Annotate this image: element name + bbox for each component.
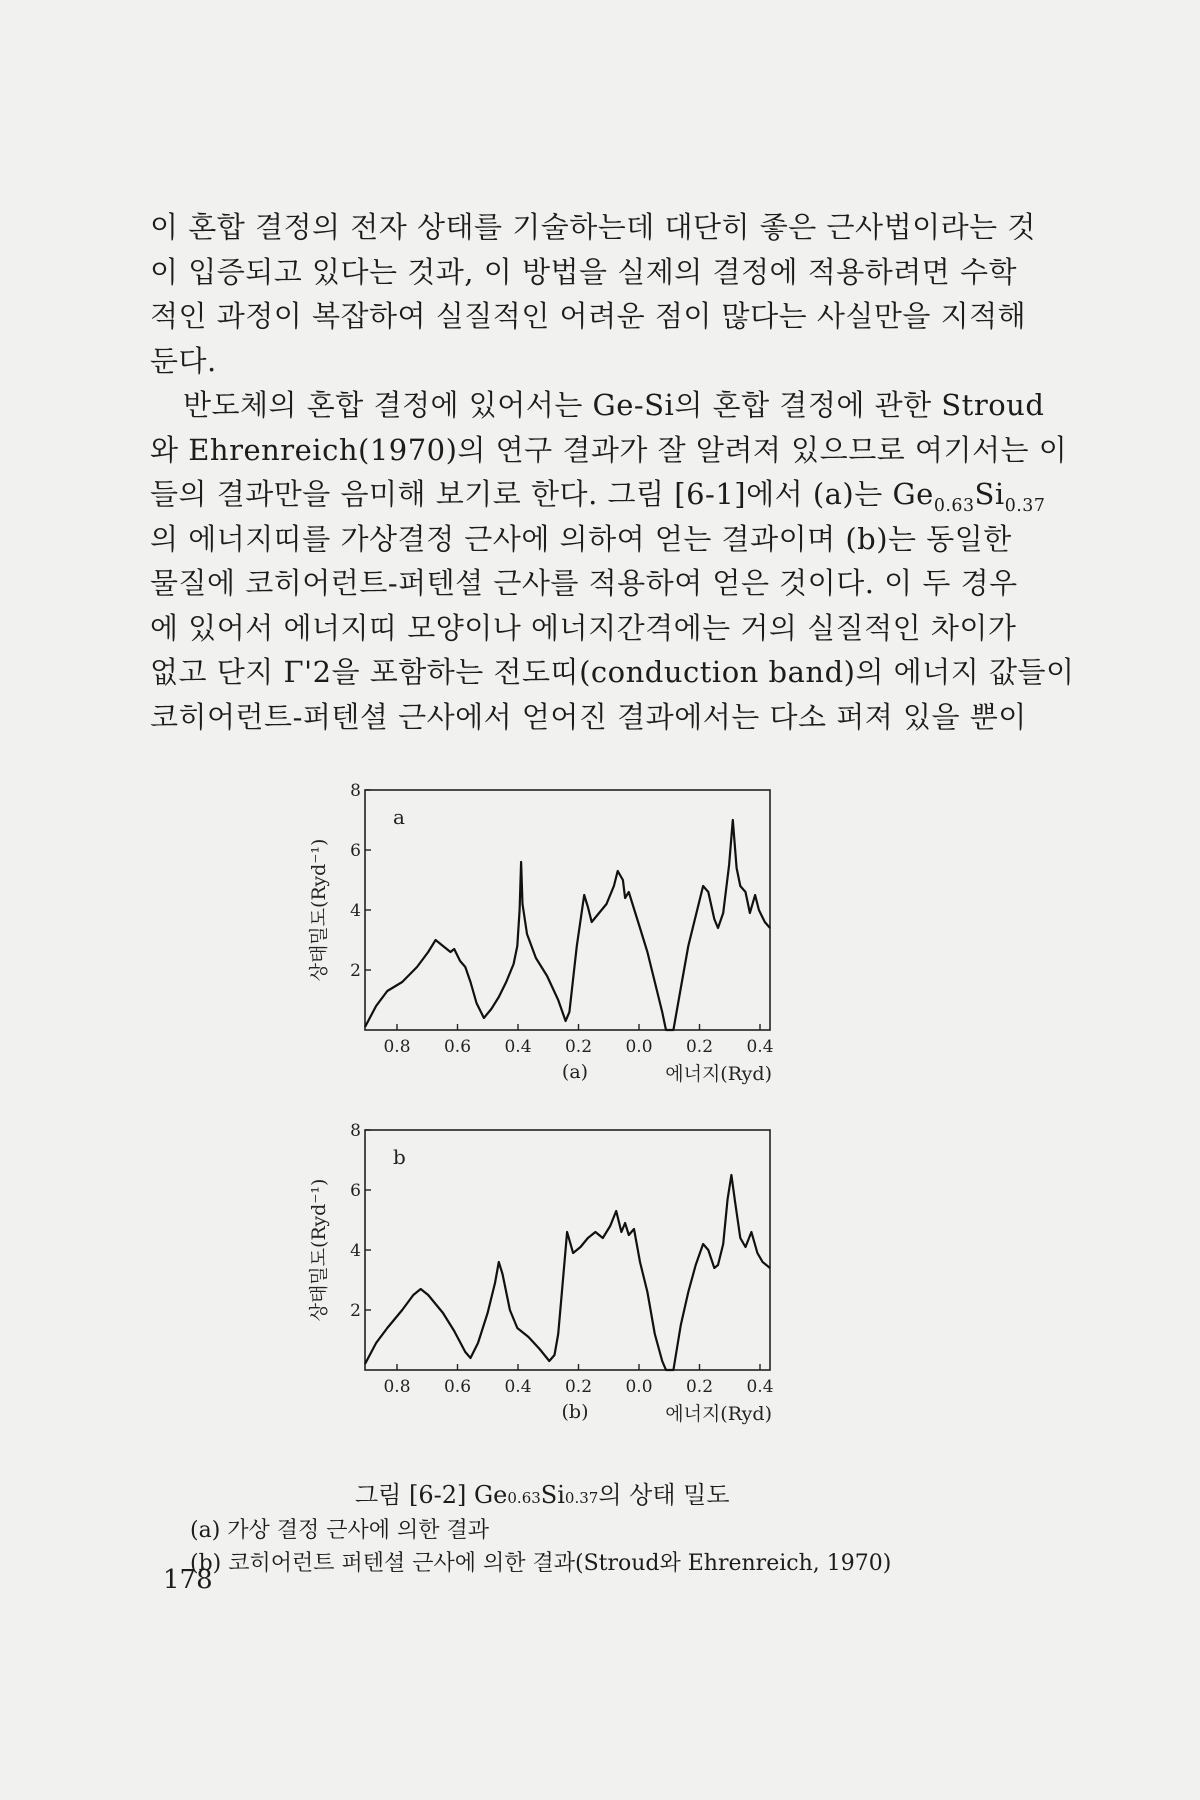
x-tick-label: 0.2 — [564, 1037, 593, 1057]
panel-label: b — [393, 1145, 406, 1169]
body-line: 둔다. — [150, 343, 217, 378]
y-tick-label: 6 — [350, 841, 361, 861]
body-line: 없고 단지 Γ'2을 포함하는 전도띠(conduction band)의 에너지 값들이 — [150, 655, 1075, 689]
x-tick-label: 0.8 — [383, 1377, 411, 1397]
x-tick-label: 0.0 — [625, 1377, 653, 1397]
figure-density-of-states — [300, 770, 860, 1450]
x-tick-label: 0.2 — [564, 1377, 593, 1397]
x-tick-label: 0.6 — [443, 1377, 472, 1397]
body-line: 들의 결과만을 음미해 보기로 한다. 그림 [6-1]에서 (a)는 $Ge_{0.63}Si_{0.37}$ — [150, 477, 1046, 516]
body-line: 이 입증되고 있다는 것과, 이 방법을 실제의 결정에 적용하려면 수학 — [150, 254, 1018, 289]
panel-label: a — [393, 805, 405, 829]
caption-line-a: (a) 가상 결정 근사에 의한 결과 — [190, 1518, 490, 1543]
x-tick-label: 0.4 — [746, 1377, 774, 1397]
y-tick-label: 2 — [350, 961, 361, 981]
x-tick-label: 0.4 — [504, 1037, 532, 1057]
body-line: 적인 과정이 복잡하여 실질적인 어려운 점이 많다는 사실만을 지적해 — [150, 299, 1027, 333]
x-tick-label: 0.0 — [625, 1037, 653, 1057]
y-tick-label: 2 — [350, 1301, 361, 1321]
y-axis-label: 상태밀도(Ryd⁻¹) — [308, 1178, 330, 1322]
y-tick-label: 8 — [350, 1121, 361, 1141]
body-line: 와 Ehrenreich(1970)의 연구 결과가 잘 알려져 있으므로 여기서는 이 — [150, 432, 1068, 467]
y-axis-label: 상태밀도(Ryd⁻¹) — [308, 838, 330, 982]
y-tick-label: 6 — [350, 1181, 361, 1201]
x-tick-label: 0.4 — [746, 1037, 774, 1057]
page-number: 178 — [163, 1565, 213, 1595]
figure-caption-title — [355, 1475, 730, 1510]
body-line: 의 에너지띠를 가상결정 근사에 의하여 얻는 결과이며 (b)는 동일한 — [150, 521, 1012, 556]
x-tick-label: 0.4 — [504, 1377, 532, 1397]
panel-sublabel: (a) — [561, 1061, 589, 1083]
x-tick-label: 0.2 — [685, 1377, 714, 1397]
dos-curve — [365, 1175, 770, 1370]
x-tick-label: 0.8 — [383, 1037, 411, 1057]
chart-panel-a — [300, 770, 860, 1110]
body-line: 에 있어서 에너지띠 모양이나 에너지간격에는 거의 실질적인 차이가 — [150, 610, 1017, 645]
panel-sublabel: (b) — [561, 1401, 589, 1423]
plot-frame — [365, 790, 770, 1030]
caption-line-b: (b) 코히어런트 퍼텐셜 근사에 의한 결과(Stroud와 Ehrenreich, 1970) — [190, 1551, 892, 1576]
x-axis-label: 에너지(Ryd) — [665, 1403, 772, 1425]
dos-curve — [365, 820, 770, 1030]
body-line: 이 혼합 결정의 전자 상태를 기술하는데 대단히 좋은 근사법이라는 것 — [150, 210, 1036, 244]
body-line: 코히어런트-퍼텐셜 근사에서 얻어진 결과에서는 다소 퍼져 있을 뿐이 — [150, 699, 1027, 734]
y-tick-label: 4 — [350, 1241, 361, 1261]
body-text — [150, 205, 1075, 739]
x-axis-label: 에너지(Ryd) — [665, 1063, 772, 1085]
caption-mid: Si — [540, 1481, 565, 1509]
body-line: 물질에 코히어런트-퍼텐셜 근사를 적용하여 얻은 것이다. 이 두 경우 — [150, 566, 1018, 600]
caption-sub1: 0.63 — [507, 1489, 541, 1507]
y-tick-label: 8 — [350, 781, 361, 801]
caption-sub2: 0.37 — [564, 1489, 599, 1507]
y-tick-label: 4 — [350, 901, 361, 921]
chart-panel-b — [300, 1110, 860, 1450]
body-line: 반도체의 혼합 결정에 있어서는 Ge-Si의 혼합 결정에 관한 Stroud — [183, 388, 1045, 422]
x-tick-label: 0.2 — [685, 1037, 714, 1057]
x-tick-label: 0.6 — [443, 1037, 472, 1057]
caption-suffix: 의 상태 밀도 — [598, 1481, 730, 1509]
caption-prefix: 그림 [6-2] Ge — [355, 1481, 508, 1509]
